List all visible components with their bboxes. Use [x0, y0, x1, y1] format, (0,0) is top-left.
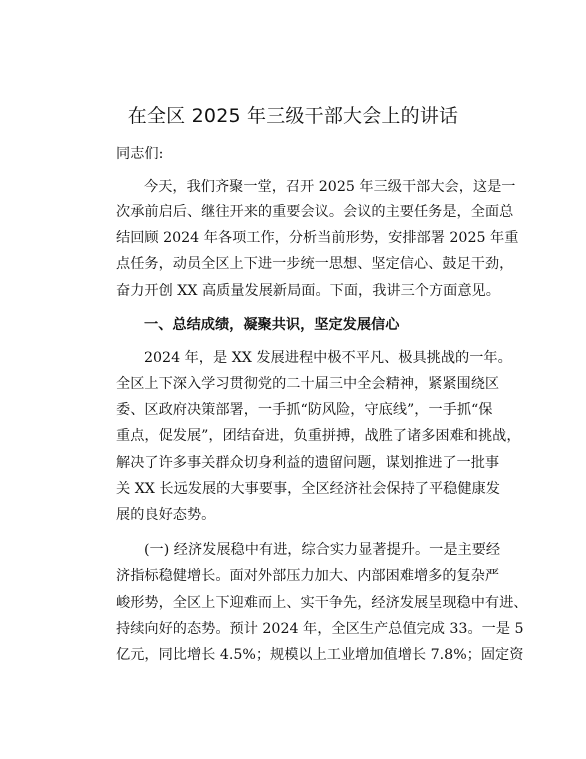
paragraph-1-line: 结回顾 2024 年各项工作，分析当前形势，安排部署 2025 年重: [116, 230, 519, 246]
paragraph-1-line: 奋力开创 XX 高质量发展新局面。下面，我讲三个方面意见。: [116, 283, 500, 299]
paragraph-2-line: 重点，促发展”，团结奋进，负重拼搏，战胜了诸多困难和挑战，: [116, 428, 521, 444]
paragraph-1-line: 点任务，动员全区上下进一步统一思想、坚定信心、鼓足干劲，: [116, 256, 514, 272]
paragraph-1-line: 今天，我们齐聚一堂，召开 2025 年三级干部大会，这是一: [144, 179, 516, 195]
salutation: 同志们:: [116, 146, 164, 162]
paragraph-2-line: 展的良好态势。: [116, 507, 216, 523]
paragraph-3-line: 亿元，同比增长 4.5%；规模以上工业增加值增长 7.8%；固定资: [116, 647, 524, 663]
section-1-heading: 一、总结成绩，凝聚共识，坚定发展信心: [144, 317, 400, 333]
paragraph-2-line: 2024 年，是 XX 发展进程中极不平凡、极具挑战的一年。: [144, 350, 512, 366]
paragraph-2-line: 委、区政府决策部署，一手抓“防风险，守底线”，一手抓“保: [116, 402, 493, 418]
document-title: 在全区 2025 年三级干部大会上的讲话: [127, 105, 459, 127]
paragraph-2-line: 关 XX 长远发展的大事要事，全区经济社会保持了平稳健康发: [116, 481, 500, 497]
paragraph-2-line: 全区上下深入学习贯彻党的二十届三中全会精神，紧紧围绕区: [116, 376, 500, 392]
paragraph-3-line: 济指标稳健增长。面对外部压力加大、内部困难增多的复杂严: [116, 568, 500, 584]
paragraph-3-line: 持续向好的态势。预计 2024 年，全区生产总值完成 33。一是 5: [116, 621, 524, 637]
paragraph-2-line: 解决了许多事关群众切身利益的遗留问题，谋划推进了一批事: [116, 455, 500, 471]
paragraph-1-line: 次承前启后、继往开来的重要会议。会议的主要任务是，全面总: [116, 204, 514, 220]
paragraph-3-line: (一) 经济发展稳中有进，综合实力显著提升。一是主要经: [144, 542, 501, 558]
paragraph-3-line: 峻形势，全区上下迎难而上、实干争先，经济发展呈现稳中有进、: [116, 595, 528, 611]
